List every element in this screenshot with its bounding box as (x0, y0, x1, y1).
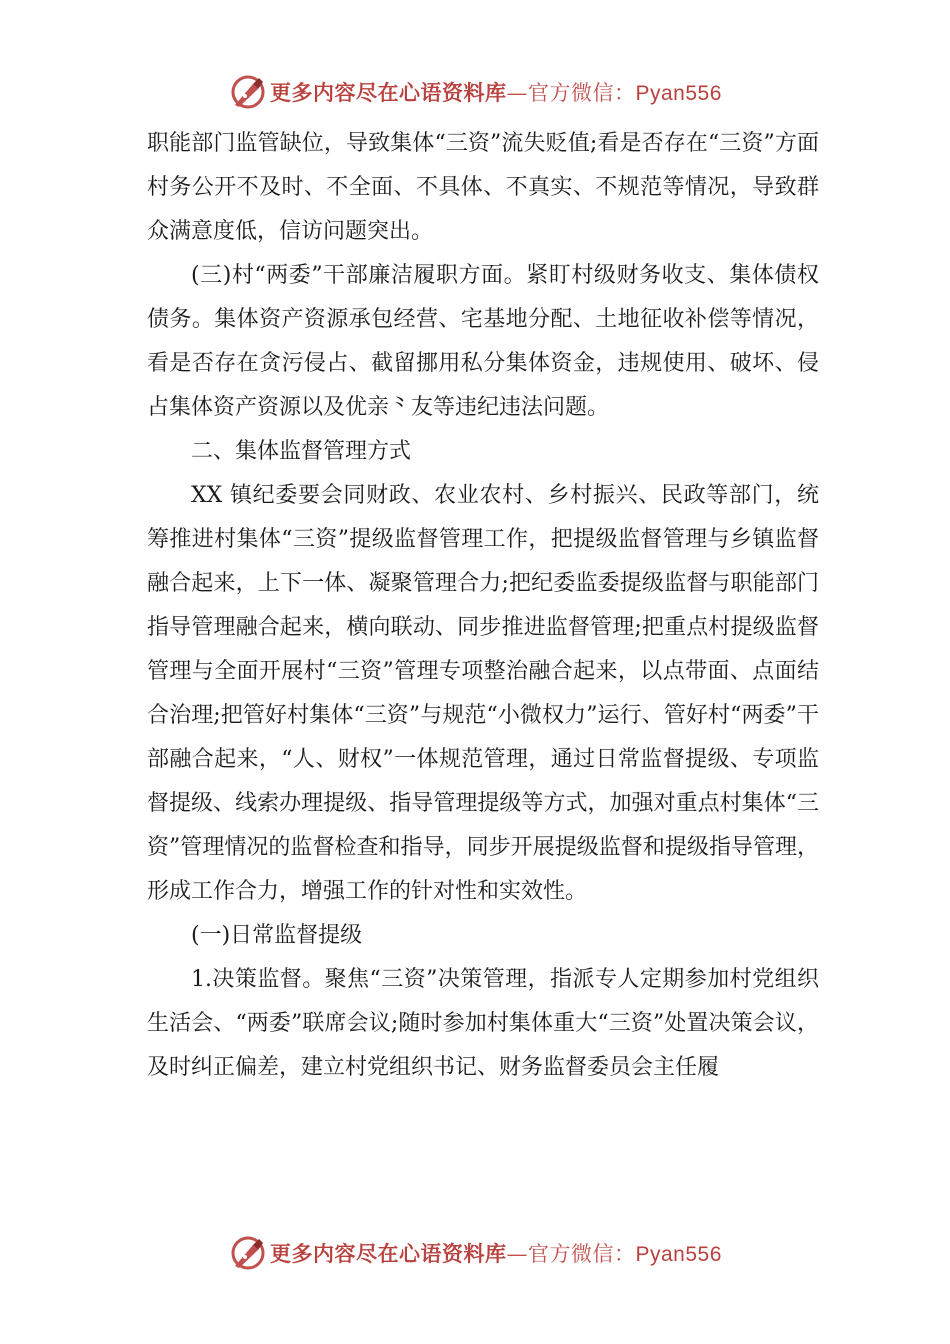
header-banner-separator: —官方微信： (506, 81, 636, 105)
pen-nib-logo-icon (228, 72, 268, 112)
header-banner (228, 70, 788, 114)
footer-banner (228, 1231, 788, 1275)
paragraph-supervision-approach: XX 镇纪委要会同财政、农业农村、乡村振兴、民政等部门，统筹推进村集体“三资”提级监督管理工作，把提级监督管理与乡镇监督融合起来，上下一体、凝聚管理合力;把纪委监委提级监督与职能部门指导管理融合起来，横向联动、同步推进监督管理;把重点村提级监督管理与全面开展村“三资”管理专项整治融合起来，以点带面、点面结合治理;把管好村集体“三资”与规范“小微权力”运行、管好村“两委”干部融合起来，“人、财权”一体规范管理，通过日常监督提级、专项监督提级、线索办理提级、指导管理提级等方式，加强对重点村集体“三资”管理情况的监督检查和指导，同步开展提级监督和提级指导管理，形成工作合力，增强工作的针对性和实效性。 (147, 483, 819, 904)
footer-banner-text (270, 1238, 722, 1268)
paragraph-decision-supervision: 1.决策监督。聚焦“三资”决策管理，指派专人定期参加村党组织生活会、“两委”联席会议;随时参加村集体重大“三资”处置决策会议，及时纠正偏差，建立村党组织书记、财务监督委员会主任履 (147, 967, 819, 1080)
heading-section-2: 二、集体监督管理方式 (191, 439, 412, 464)
header-banner-wechat-id: Pyan556 (635, 82, 722, 105)
document-body (147, 122, 819, 1090)
pen-nib-logo-icon (228, 1233, 268, 1273)
footer-banner-separator: —官方微信： (506, 1242, 636, 1266)
paragraph-continuation: 职能部门监管缺位，导致集体“三资”流失贬值;看是否存在“三资”方面村务公开不及时、不全面、不具体、不真实、不规范等情况，导致群众满意度低，信访问题突出。 (147, 131, 819, 244)
footer-banner-title: 更多内容尽在心语资料库 (270, 1241, 507, 1266)
heading-subsection-1: (一)日常监督提级 (191, 923, 363, 948)
header-banner-text (270, 77, 722, 107)
header-banner-title: 更多内容尽在心语资料库 (270, 80, 507, 105)
paragraph-section-3: (三)村“两委”干部廉洁履职方面。紧盯村级财务收支、集体债权债务。集体资产资源承包经营、宅基地分配、土地征收补偿等情况，看是否存在贪污侵占、截留挪用私分集体资金，违规使用、破坏、侵占集体资产资源以及优亲⺀友等违纪违法问题。 (147, 263, 819, 420)
footer-banner-wechat-id: Pyan556 (635, 1243, 722, 1266)
